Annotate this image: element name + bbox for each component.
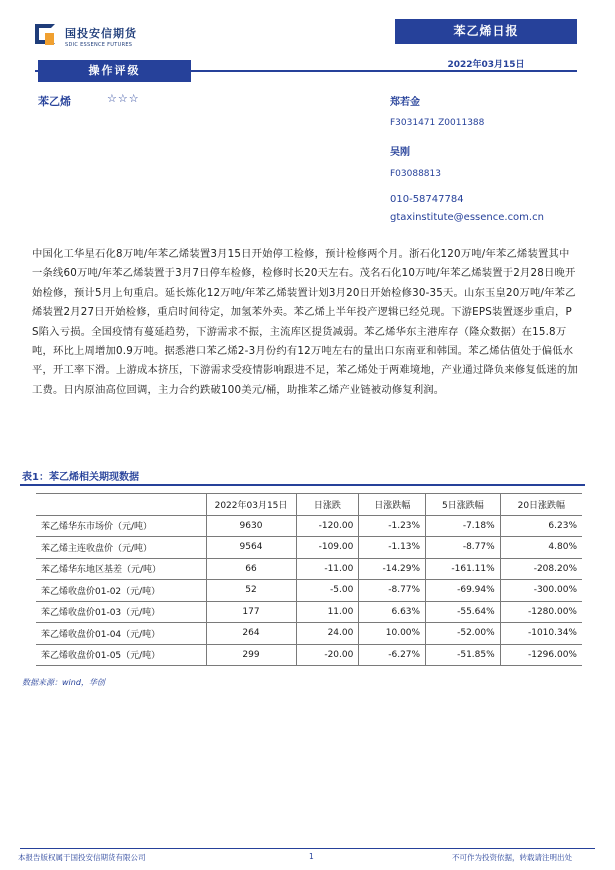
table-row xyxy=(36,537,582,559)
table-cell: 52 xyxy=(206,580,296,602)
table-cell: -5.00 xyxy=(296,580,359,602)
contact-email[interactable]: gtaxinstitute@essence.com.cn xyxy=(390,212,544,223)
table-row xyxy=(36,580,582,602)
analyst-name: 郑若金 xyxy=(390,97,420,108)
table-cell: -20.00 xyxy=(296,644,359,666)
table-cell: -7.18% xyxy=(426,515,501,537)
table-title-divider xyxy=(20,484,585,486)
table-cell: -1296.00% xyxy=(500,644,582,666)
table-row xyxy=(36,558,582,580)
table-cell: -208.20% xyxy=(500,558,582,580)
row-label: 苯乙烯收盘价01-05（元/吨） xyxy=(36,644,206,666)
table-header-cell: 20日涨跌幅 xyxy=(500,494,582,516)
logo-en-text: SDIC ESSENCE FUTURES xyxy=(65,41,133,48)
table-cell: -109.00 xyxy=(296,537,359,559)
table-cell: -120.00 xyxy=(296,515,359,537)
data-source-note: 数据来源：wind，华创 xyxy=(22,678,105,687)
analyst-id: F03088813 xyxy=(390,169,441,179)
table-header-cell: 5日涨跌幅 xyxy=(426,494,501,516)
company-logo xyxy=(35,24,137,48)
table-cell: 299 xyxy=(206,644,296,666)
logo-cn-text: 国投安信期货 xyxy=(65,26,137,40)
row-label: 苯乙烯收盘价01-03（元/吨） xyxy=(36,601,206,623)
table-cell: 9564 xyxy=(206,537,296,559)
table-cell: -14.29% xyxy=(359,558,426,580)
footer-disclaimer: 不可作为投资依据，转载请注明出处 xyxy=(452,853,572,862)
row-label: 苯乙烯华东市场价（元/吨） xyxy=(36,515,206,537)
table-cell: -6.27% xyxy=(359,644,426,666)
rating-title: 操作评级 xyxy=(38,60,191,82)
body-paragraph: 中国化工华星石化8万吨/年苯乙烯装置3月15日开始停工检修，预计检修两个月。浙石化120万吨/年苯乙烯装置其中一条线60万吨/年苯乙烯装置于3月7日停车检修，检修时长20天左右。茂名石化10万吨/年苯乙烯装置于2月28日晚开始检修，预计5月上旬重启。延长炼化12万吨/年苯乙烯装置计划3月20日开始检修30-35天。山东玉皇20万吨/年苯乙烯装置2月27日开始检修，重启时间待定，加氢苯外卖。苯乙烯上半年投产逻辑已经兑现。下游EPS装置逐步重启，PS陷入亏损。全国疫情有蔓延趋势，下游需求不振，主流库区提货减弱。苯乙烯华东主港库存（隆众数据）在15.8万吨，环比上周增加0.9万吨。据悉港口苯乙烯2-3月份约有12万吨左右的量出口东南亚和韩国。苯乙烯估值处于偏低水平，开工率下滑。上游成本挤压，下游需求受疫情影响跟进不足，苯乙烯处于两难境地，产业通过降负来修复低迷的加工费。日内原油高位回调，主力合约跌破100美元/桶，助推苯乙烯产业链被动修复利润。 xyxy=(32,248,578,396)
table-cell: 177 xyxy=(206,601,296,623)
table-cell: 11.00 xyxy=(296,601,359,623)
table-header-cell: 日涨跌幅 xyxy=(359,494,426,516)
table-cell: 10.00% xyxy=(359,623,426,645)
footer-copyright: 本报告版权属于国投安信期货有限公司 xyxy=(18,853,146,862)
table-cell: -161.11% xyxy=(426,558,501,580)
contact-phone: 010-58747784 xyxy=(390,194,464,205)
table-cell: 9630 xyxy=(206,515,296,537)
rating-stars-icon: ☆☆☆ xyxy=(107,92,140,105)
table-cell: -8.77% xyxy=(359,580,426,602)
analyst-id: F3031471 Z0011388 xyxy=(390,118,485,128)
table-row xyxy=(36,601,582,623)
footer-divider xyxy=(20,848,595,849)
table-cell: -1.23% xyxy=(359,515,426,537)
table-cell: -300.00% xyxy=(500,580,582,602)
table-cell: 6.23% xyxy=(500,515,582,537)
table-cell: 4.80% xyxy=(500,537,582,559)
table-row xyxy=(36,644,582,666)
row-label: 苯乙烯主连收盘价（元/吨） xyxy=(36,537,206,559)
table-cell: -52.00% xyxy=(426,623,501,645)
table-row xyxy=(36,515,582,537)
table-header-row xyxy=(36,494,582,516)
table-cell: 6.63% xyxy=(359,601,426,623)
table-cell: -55.64% xyxy=(426,601,501,623)
table-header-cell xyxy=(36,494,206,516)
table-row xyxy=(36,623,582,645)
table-cell: -69.94% xyxy=(426,580,501,602)
table-cell: 24.00 xyxy=(296,623,359,645)
row-label: 苯乙烯收盘价01-04（元/吨） xyxy=(36,623,206,645)
table-cell: -8.77% xyxy=(426,537,501,559)
table-cell: -1.13% xyxy=(359,537,426,559)
logo-mark-icon xyxy=(35,24,59,48)
row-label: 苯乙烯华东地区基差（元/吨） xyxy=(36,558,206,580)
table-cell: 264 xyxy=(206,623,296,645)
table-header-cell: 日涨跌 xyxy=(296,494,359,516)
page-number: 1 xyxy=(309,852,314,861)
rating-product: 苯乙烯 xyxy=(38,95,71,108)
table-cell: -11.00 xyxy=(296,558,359,580)
table-cell: -51.85% xyxy=(426,644,501,666)
row-label: 苯乙烯收盘价01-02（元/吨） xyxy=(36,580,206,602)
table-header-cell: 2022年03月15日 xyxy=(206,494,296,516)
table-cell: -1010.34% xyxy=(500,623,582,645)
table-cell: 66 xyxy=(206,558,296,580)
table-title: 表1：苯乙烯相关期现数据 xyxy=(22,472,139,483)
data-table xyxy=(36,493,582,666)
table-cell: -1280.00% xyxy=(500,601,582,623)
analyst-name: 吴刚 xyxy=(390,147,410,158)
report-date: 2022年03月15日 xyxy=(447,60,525,70)
report-title: 苯乙烯日报 xyxy=(395,19,577,44)
